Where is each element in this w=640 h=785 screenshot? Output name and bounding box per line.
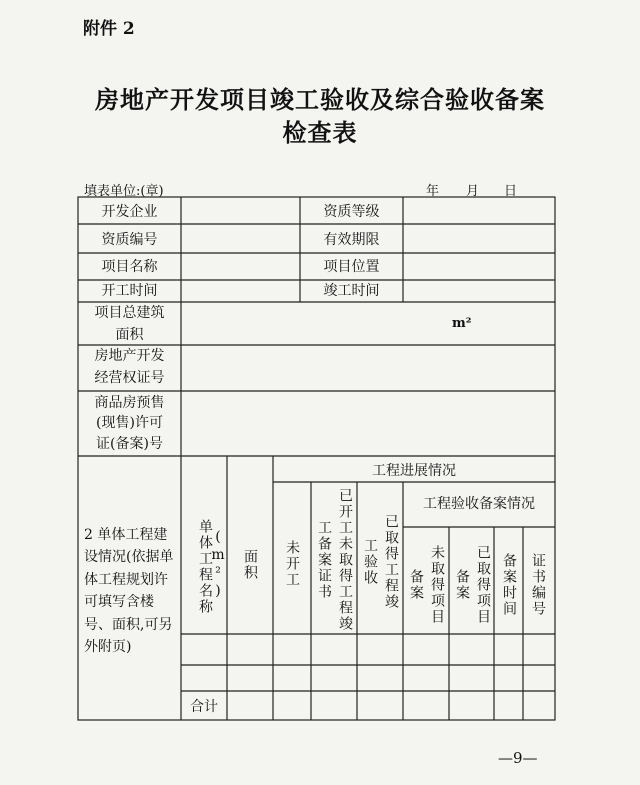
valid-period-label: 有效期限 — [323, 232, 380, 248]
total-area-label: 项目总建筑 面积 — [94, 305, 165, 343]
cert-no-header: 证书编号 — [530, 552, 546, 617]
developer-label: 开发企业 — [101, 204, 158, 220]
not-filed-header: 未取得项目备案 — [408, 545, 445, 625]
filing-time-header: 备案时间 — [501, 552, 517, 617]
filed-header: 已取得项目备案 — [454, 545, 491, 625]
unit-section-label: 2 单体工程建设情况(依据单体工程规划许可填写含楼号、面积,可另外附页) — [84, 527, 174, 655]
acceptance-header: 工程验收备案情况 — [423, 496, 535, 512]
area-header: 面积(m²) — [210, 528, 258, 601]
day-label: 日 — [504, 184, 518, 199]
project-name-label: 项目名称 — [101, 259, 158, 275]
qualification-no-label: 资质编号 — [101, 232, 158, 248]
month-label: 月 — [466, 184, 480, 199]
completion-date-label: 竣工时间 — [323, 283, 380, 299]
page-number: —9— — [498, 749, 538, 767]
page-subtitle: 检查表 — [282, 118, 358, 147]
project-location-label: 项目位置 — [323, 259, 380, 275]
page-title: 房地产开发项目竣工验收及综合验收备案 — [95, 85, 545, 114]
year-label: 年 — [426, 184, 440, 199]
qualification-level-label: 资质等级 — [323, 204, 380, 220]
not-started-header: 未开工 — [284, 540, 300, 588]
presale-label: 商品房预售 (现售)许可 证(备案)号 — [94, 395, 165, 452]
license-label: 房地产开发 经营权证号 — [94, 348, 165, 386]
got-completion-header: 已取得工程竣工验收 — [362, 514, 399, 610]
start-date-label: 开工时间 — [101, 283, 158, 299]
progress-header: 工程进展情况 — [372, 463, 456, 479]
unit-name-header: 单体工程名称 — [197, 519, 213, 615]
total-label: 合计 — [190, 699, 218, 715]
fill-unit-label: 填表单位:(章) — [84, 184, 164, 199]
attachment-label: 附件 2 — [83, 19, 135, 39]
area-unit: m² — [452, 316, 472, 331]
started-no-cert-header: 已开工未取得工程竣工备案证书 — [316, 487, 353, 632]
